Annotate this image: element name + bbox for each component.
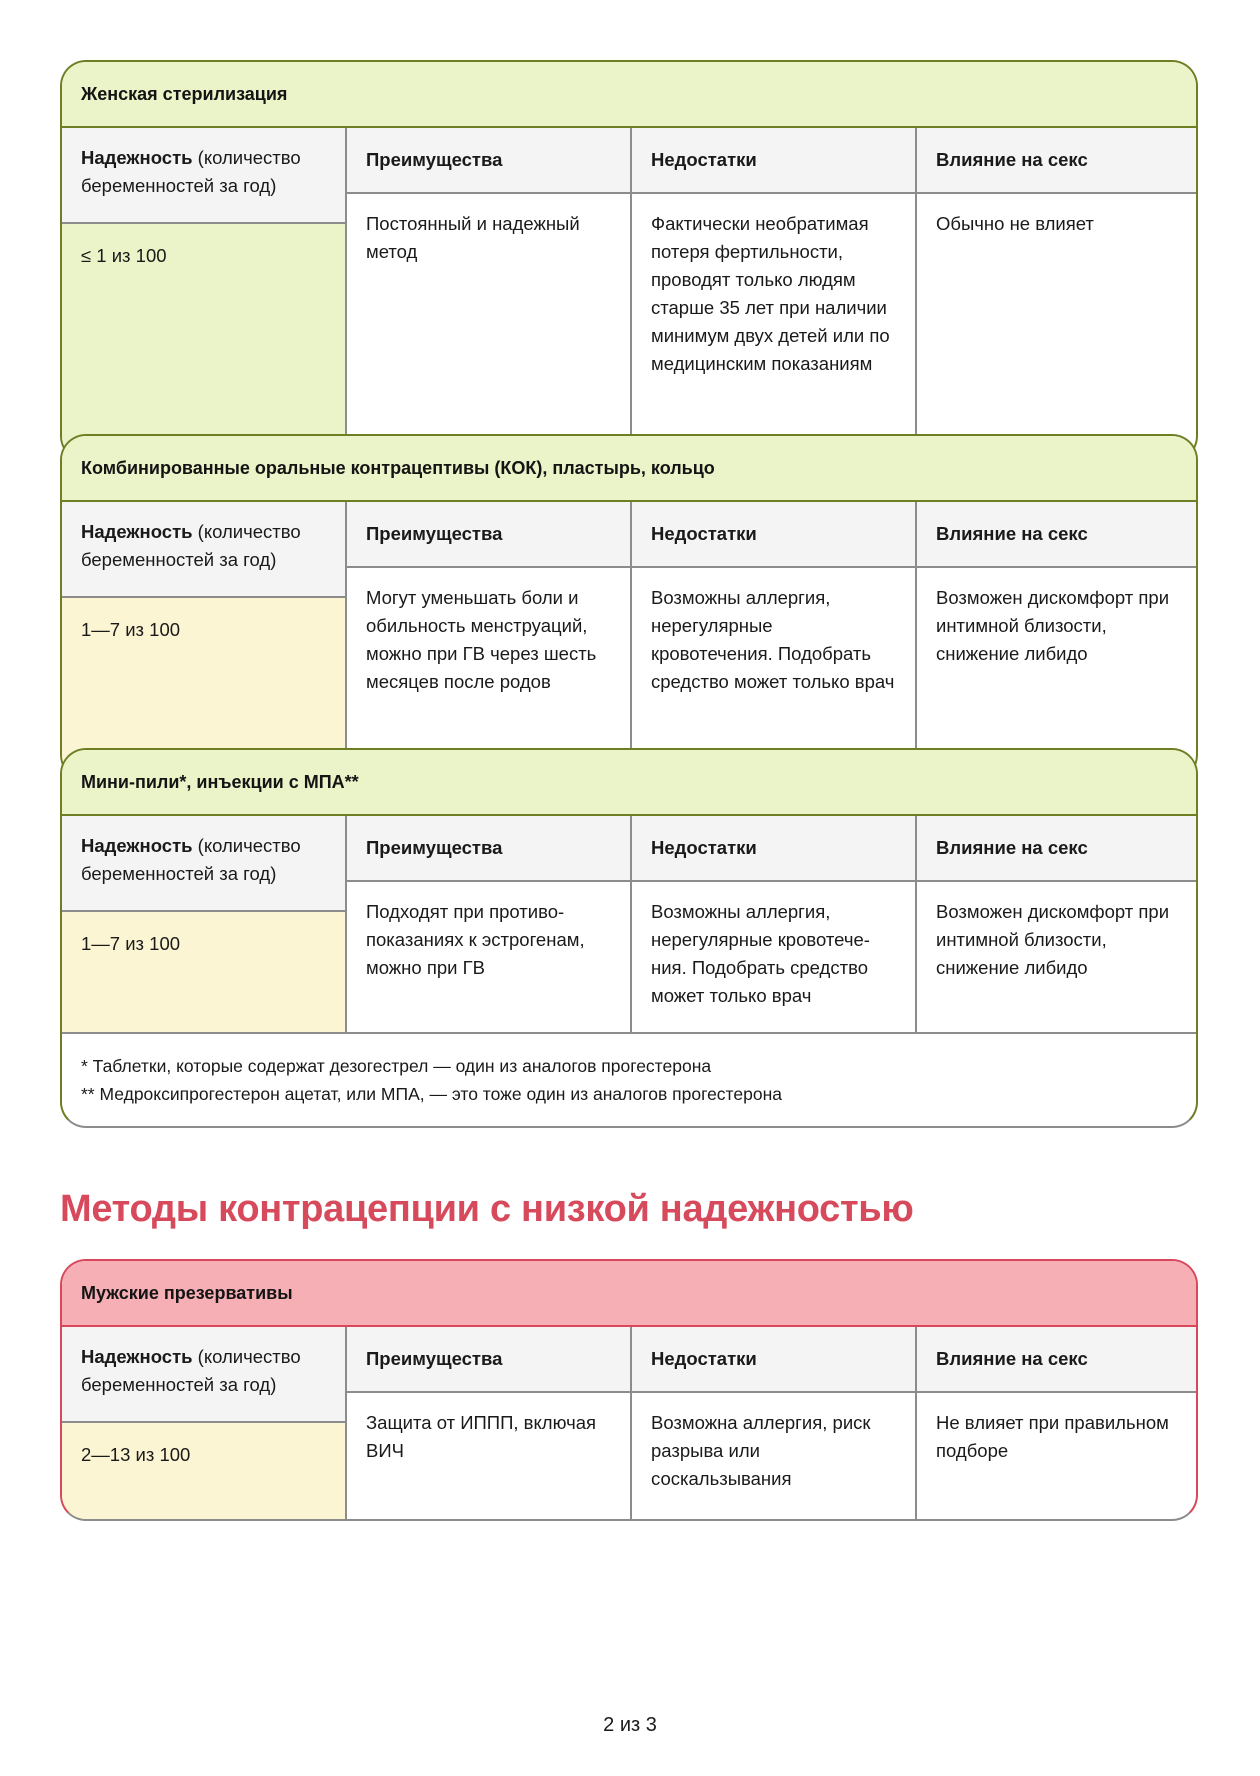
advantages-column	[345, 1327, 630, 1521]
sex-impact-column	[915, 816, 1196, 1032]
method-title: Мужские презервативы	[62, 1261, 1196, 1327]
disadvantages-header: Недостатки	[630, 816, 915, 882]
reliability-header-bold: Надежность	[81, 835, 193, 856]
advantages-column	[345, 816, 630, 1032]
disadvantages-header: Недостатки	[630, 502, 915, 568]
method-title: Женская стерилизация	[62, 62, 1196, 128]
sex-impact-value: Возможен дискомфорт при интимной близости, снижение либидо	[915, 882, 1196, 1032]
reliability-header-note: (количество беременностей за год)	[81, 521, 301, 570]
reliability-value: 1—7 из 100	[62, 912, 345, 1032]
method-card-male-condoms	[60, 1259, 1198, 1521]
reliability-header	[62, 1327, 345, 1423]
advantages-header: Преимущества	[345, 816, 630, 882]
advantages-header: Преимущества	[345, 128, 630, 194]
reliability-value: 2—13 из 100	[62, 1423, 345, 1521]
reliability-column	[62, 502, 345, 781]
sex-impact-value: Не влияет при правильном подборе	[915, 1393, 1196, 1521]
sex-impact-column	[915, 502, 1196, 781]
sex-impact-column	[915, 128, 1196, 462]
method-title: Мини-пили*, инъекции с МПА**	[62, 750, 1196, 816]
disadvantages-value: Возможны аллергия, нерегулярные кровотечения. Подобрать средство может только врач	[630, 568, 915, 781]
disadvantages-value: Фактически необратимая потеря фертильности, проводят только людям старше 35 лет при наличии минимум двух детей или по медицинским показаниям	[630, 194, 915, 462]
reliability-header	[62, 502, 345, 598]
method-card-mini-pills	[60, 748, 1198, 1128]
footnotes	[62, 1032, 1196, 1128]
disadvantages-column	[630, 128, 915, 462]
sex-impact-header: Влияние на секс	[915, 816, 1196, 882]
advantages-value: Могут уменьшать боли и обильность менструаций, можно при ГВ через шесть месяцев после родов	[345, 568, 630, 781]
reliability-header	[62, 128, 345, 224]
disadvantages-column	[630, 1327, 915, 1521]
advantages-column	[345, 128, 630, 462]
disadvantages-header: Недостатки	[630, 128, 915, 194]
sex-impact-value: Обычно не влияет	[915, 194, 1196, 462]
sex-impact-header: Влияние на секс	[915, 128, 1196, 194]
disadvantages-column	[630, 816, 915, 1032]
footnote-item: ** Медроксипрогестерон ацетат, или МПА, — это тоже один из аналогов прогестерона	[81, 1084, 782, 1104]
reliability-value: 1—7 из 100	[62, 598, 345, 781]
reliability-header-bold: Надежность	[81, 1346, 193, 1367]
advantages-header: Преимущества	[345, 1327, 630, 1393]
sex-impact-header: Влияние на секс	[915, 1327, 1196, 1393]
footnote-item: * Таблетки, которые содержат дезогестрел — один из аналогов прогестерона	[81, 1056, 712, 1076]
reliability-column	[62, 816, 345, 1032]
advantages-value: Защита от ИППП, включая ВИЧ	[345, 1393, 630, 1521]
method-card-female-sterilization	[60, 60, 1198, 462]
sex-impact-header: Влияние на секс	[915, 502, 1196, 568]
reliability-value: ≤ 1 из 100	[62, 224, 345, 462]
section-title-low-reliability: Методы контрацепции с низкой надежностью	[60, 1188, 914, 1230]
disadvantages-column	[630, 502, 915, 781]
sex-impact-column	[915, 1327, 1196, 1521]
advantages-value: Постоянный и надежный метод	[345, 194, 630, 462]
method-title: Комбинированные оральные контрацептивы (КОК), пластырь, кольцо	[62, 436, 1196, 502]
reliability-header	[62, 816, 345, 912]
advantages-value: Подходят при противопоказаниях к эстрогенам, можно при ГВ	[345, 882, 630, 1032]
reliability-header-note: (количество беременностей за год)	[81, 1346, 301, 1395]
advantages-column	[345, 502, 630, 781]
reliability-column	[62, 1327, 345, 1521]
reliability-header-bold: Надежность	[81, 521, 193, 542]
disadvantages-value: Возможны аллергия, нерегулярные кровотечения. Подобрать средство может только врач	[630, 882, 915, 1032]
reliability-header-note: (количество беременностей за год)	[81, 835, 301, 884]
reliability-header-note: (количество беременностей за год)	[81, 147, 301, 196]
reliability-header-bold: Надежность	[81, 147, 193, 168]
method-card-coc	[60, 434, 1198, 781]
sex-impact-value: Возможен дискомфорт при интимной близости, снижение либидо	[915, 568, 1196, 781]
reliability-column	[62, 128, 345, 462]
advantages-header: Преимущества	[345, 502, 630, 568]
disadvantages-header: Недостатки	[630, 1327, 915, 1393]
page-number: 2 из 3	[603, 1714, 657, 1736]
disadvantages-value: Возможна аллергия, риск разрыва или соскальзывания	[630, 1393, 915, 1521]
